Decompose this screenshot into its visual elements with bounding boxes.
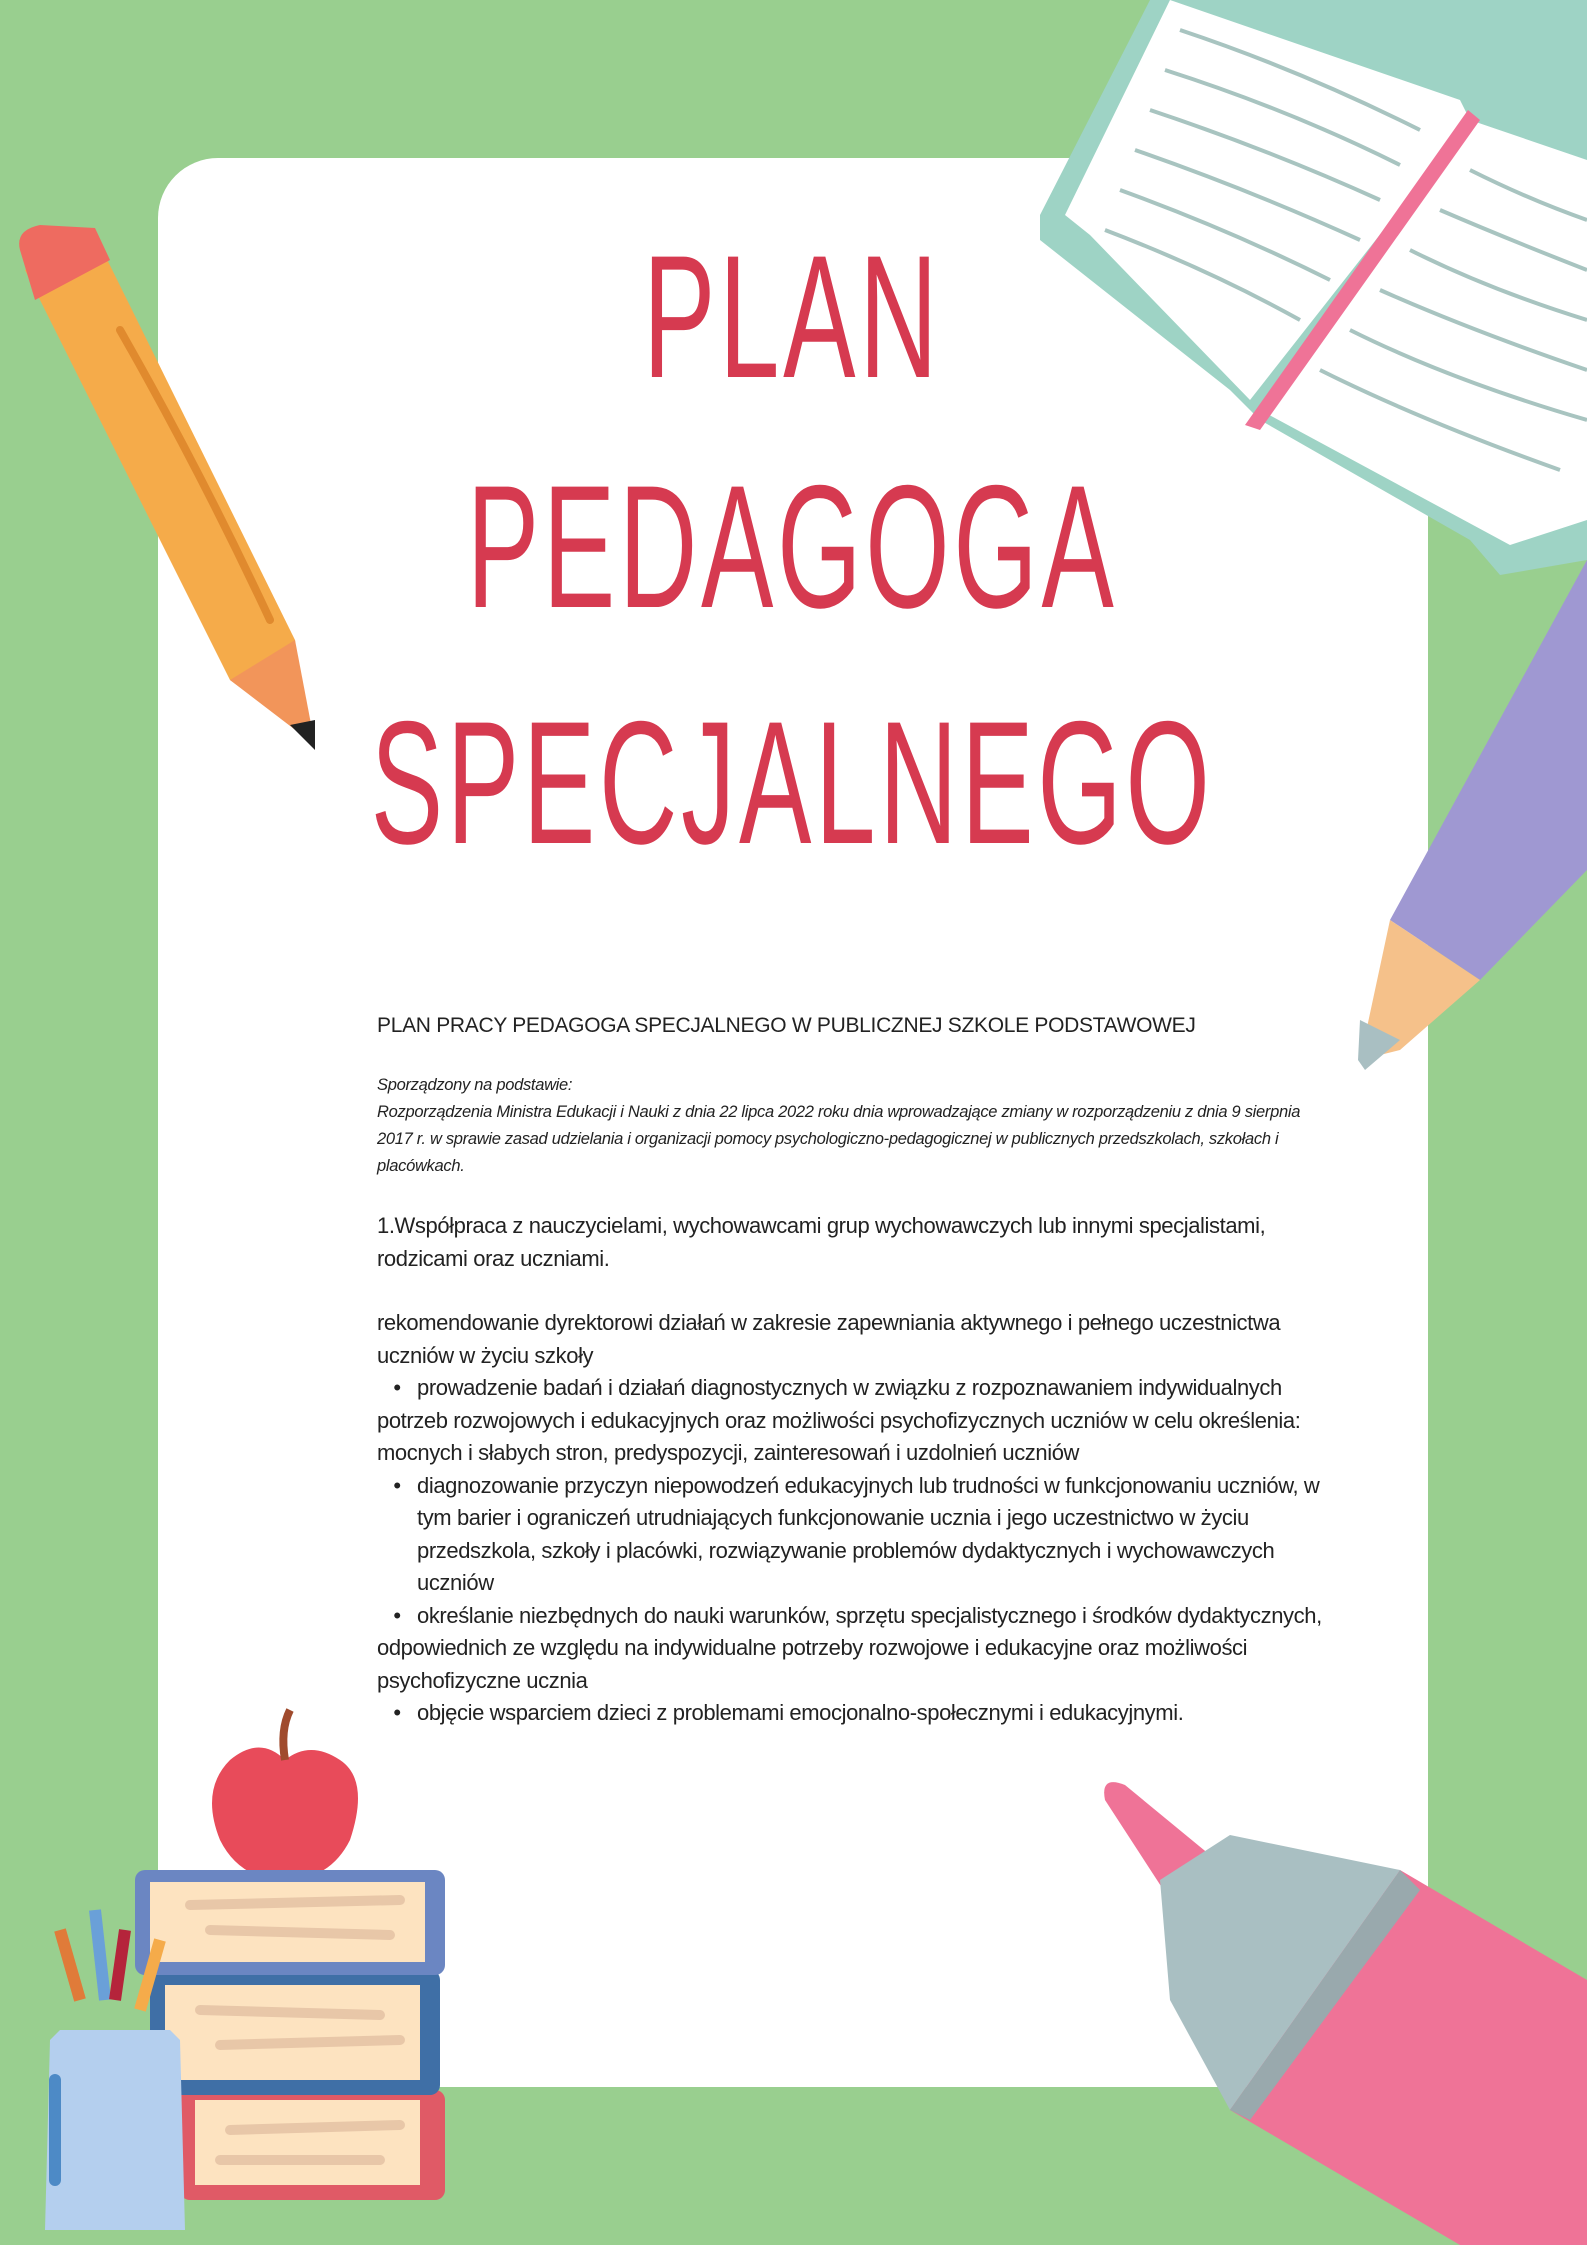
bullet-icon: • (393, 1375, 401, 1400)
purple-pencil-icon (1358, 560, 1587, 1070)
bullet-icon: • (393, 1602, 401, 1628)
bullet-icon: • (393, 1472, 401, 1498)
section-intro: rekomendowanie dyrektorowi działań w zakresie zapewniania aktywnego i pełnego uczestnictwa uczniów w życiu szkoły (377, 1310, 1281, 1368)
list-item: • określanie niezbędnych do nauki warunków, sprzętu specjalistycznego i środków dydaktycznych, odpowiednich ze względu na indywidualne potrzeby rozwojowe i edukacyjne oraz możliwości psychofizyczne ucznia (377, 1600, 1327, 1698)
basis-label: Sporządzony na podstawie: (377, 1076, 573, 1094)
highlighter-icon (1104, 1782, 1587, 2245)
apple-icon (212, 1710, 358, 1880)
pencil-icon (19, 225, 315, 750)
legal-basis (377, 1072, 1327, 1180)
list-item: • prowadzenie badań i działań diagnostycznych w związku z rozpoznawaniem indywidualnych potrzeb rozwojowych i edukacyjnych oraz możliwości psychofizycznych uczniów w celu określenia: mocnych i słabych stron, predyspozycji, zainteresowań i uzdolnień uczniów (377, 1372, 1327, 1470)
title-line-3: SPECJALNEGO (370, 686, 1214, 881)
section-1 (377, 1210, 1327, 1730)
document-body (377, 1014, 1327, 1730)
list-item: • objęcie wsparciem dzieci z problemami emocjonalno-społecznymi i edukacyjnymi. (377, 1697, 1327, 1730)
title-line-1: PLAN (643, 220, 942, 415)
list-item: • diagnozowanie przyczyn niepowodzeń edukacyjnych lub trudności w funkcjonowaniu uczniów, w tym barier i ograniczeń utrudniających funkcjonowanie ucznia i jego uczestnictwo w życiu przedszkola, szkoły i placówki, rozwiązywanie problemów dydaktycznych i wychowawczych uczniów (377, 1470, 1327, 1600)
basis-text: Rozporządzenia Ministra Edukacji i Nauki z dnia 22 lipca 2022 roku dnia wprowadzające zmiany w rozporządzeniu z dnia 9 sierpnia 2017 r. w sprawie zasad udzielania i organizacji pomocy psychologiczno-pedagogicznej w publicznych przedszkolach, szkołach i placówkach. (377, 1103, 1301, 1175)
document-heading: PLAN PRACY PEDAGOGA SPECJALNEGO W PUBLICZNEJ SZKOLE PODSTAWOWEJ (377, 1014, 1196, 1037)
title-line-2: PEDAGOGA (466, 450, 1118, 645)
section-title: 1.Współpraca z nauczycielami, wychowawcami grup wychowawczych lub innymi specjalistami, rodzicami oraz uczniami. (377, 1213, 1266, 1271)
bullet-icon: • (393, 1700, 401, 1725)
